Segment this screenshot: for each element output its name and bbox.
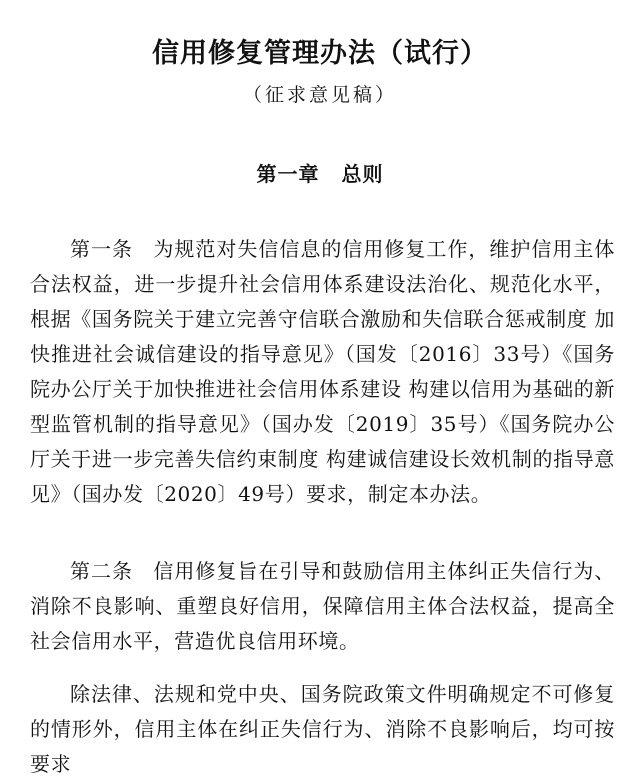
body-paragraph [30, 677, 615, 782]
document-subtitle: （征求意见稿） [242, 84, 397, 106]
article-2-continuation-block [30, 677, 615, 782]
article-1-block [30, 232, 615, 512]
article-paragraph [30, 554, 615, 659]
article-text: 信用修复旨在引导和鼓励信用主体纠正失信行为、消除不良影响、重塑良好信用，保障信用主体合法权益，提高全社会信用水平，营造优良信用环境。 [30, 559, 615, 653]
article-paragraph [30, 232, 615, 512]
article-text: 为规范对失信信息的信用修复工作，维护信用主体合法权益，进一步提升社会信用体系建设法治化、规范化水平，根据《国务院关于建立完善守信联合激励和失信联合惩戒制度 加快推进社会诚信建设的指导意见》（国发〔2016〕33号）《国务院办公厅关于加快推进社会信用体系建设 构建以信用为基础的新型监管机制的指导意见》（国办发〔2019〕35号）《国务院办公厅关于进一步完善失信约束制度 构建诚信建设长效机制的指导意见》（国办发〔2020〕49号）要求，制定本办法。 [30, 237, 615, 506]
article-2-block [30, 554, 615, 659]
chapter-name: 总则 [341, 162, 384, 186]
article-label: 第二条 [70, 559, 133, 583]
document-title: 信用修复管理办法（试行） [152, 38, 488, 69]
article-label: 第一条 [70, 237, 133, 261]
chapter-heading [0, 158, 640, 187]
paragraph-text: 除法律、法规和党中央、国务院政策文件明确规定不可修复的情形外，信用主体在纠正失信行为、消除不良影响后，均可按要求 [30, 682, 615, 776]
chapter-number: 第一章 [256, 162, 320, 186]
